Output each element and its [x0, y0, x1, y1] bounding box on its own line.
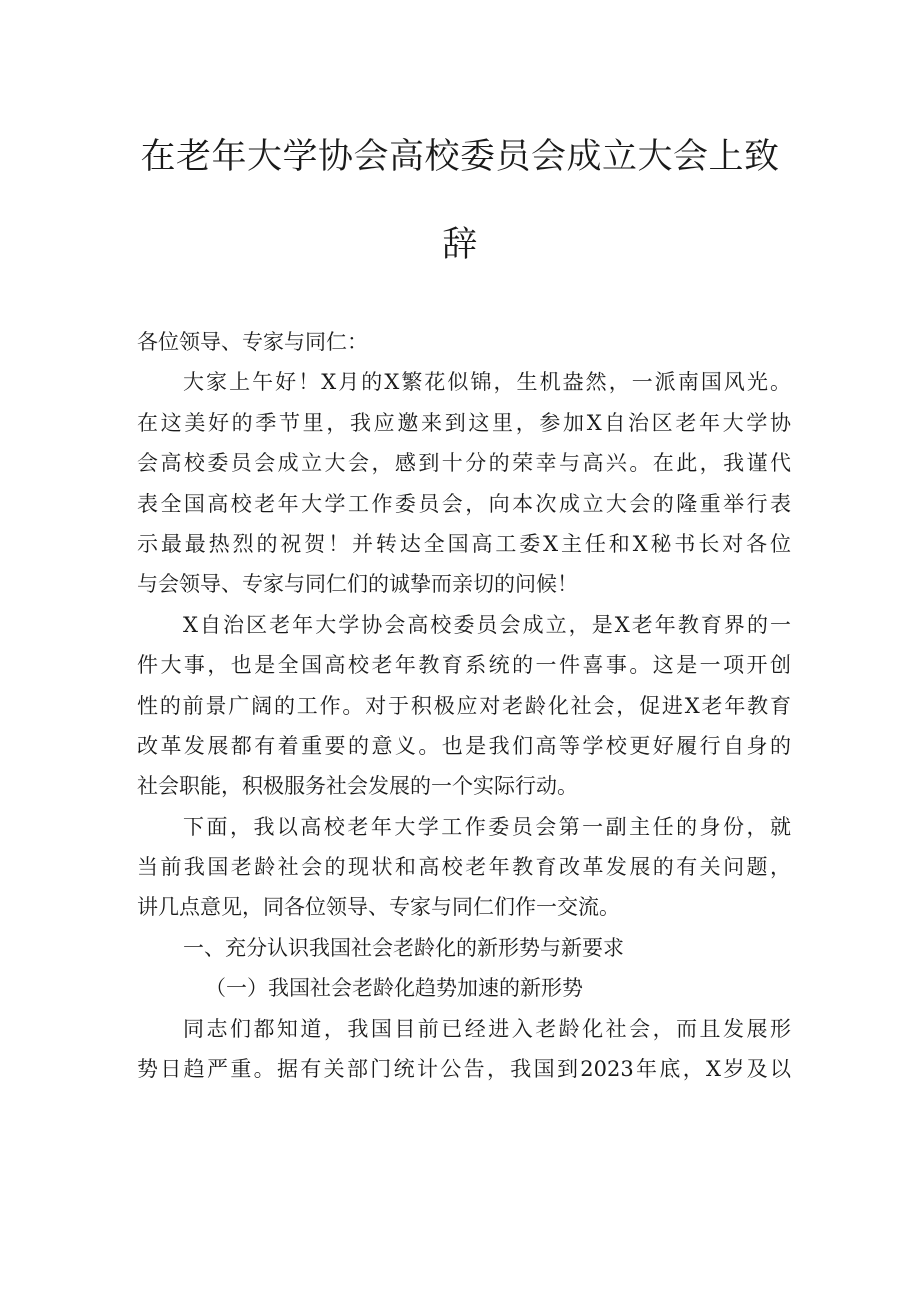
paragraph-line: 讲几点意见，同各位领导、专家与同仁们作一交流。	[137, 895, 620, 920]
paragraph-line: 示最最热烈的祝贺！并转达全国高工委X主任和X秘书长对各位	[137, 531, 791, 556]
paragraph-line: 社会职能，积极服务社会发展的一个实际行动。	[137, 774, 578, 799]
paragraph-line: 性的前景广阔的工作。对于积极应对老龄化社会，促进X老年教育	[137, 693, 791, 718]
salutation: 各位领导、专家与同仁：	[137, 330, 368, 354]
paragraph-line: 下面，我以高校老年大学工作委员会第一副主任的身份，就	[183, 814, 791, 839]
paragraph-line: 与会领导、专家与同仁们的诚挚而亲切的问候！	[137, 572, 578, 597]
paragraph-line: 势日趋严重。据有关部门统计公告，我国到2023年底，X岁及以	[137, 1057, 791, 1082]
paragraph-line: 表全国高校老年大学工作委员会，向本次成立大会的隆重举行表	[137, 491, 791, 516]
paragraph-line: 会高校委员会成立大会，感到十分的荣幸与高兴。在此，我谨代	[137, 451, 791, 476]
section-heading: 一、充分认识我国社会老龄化的新形势与新要求	[183, 935, 624, 960]
document-title-line-1: 在老年大学协会高校委员会成立大会上致	[140, 137, 780, 177]
paragraph-line: 改革发展都有着重要的意义。也是我们高等学校更好履行自身的	[137, 733, 791, 758]
paragraph-line: X自治区老年大学协会高校委员会成立，是X老年教育界的一	[183, 612, 791, 637]
paragraph-line: 件大事，也是全国高校老年教育系统的一件喜事。这是一项开创	[137, 653, 791, 678]
document-title-line-2: 辞	[442, 225, 478, 265]
subsection-heading: （一）我国社会老龄化趋势加速的新形势	[205, 976, 583, 1001]
paragraph-line: 同志们都知道，我国目前已经进入老龄化社会，而且发展形	[183, 1016, 791, 1041]
paragraph-line: 大家上午好！X月的X繁花似锦，生机盎然，一派南国风光。	[183, 370, 791, 395]
document-body	[137, 322, 791, 1089]
paragraph-line: 当前我国老龄社会的现状和高校老年教育改革发展的有关问题，	[137, 855, 791, 880]
paragraph-line: 在这美好的季节里，我应邀来到这里，参加X自治区老年大学协	[137, 410, 791, 435]
